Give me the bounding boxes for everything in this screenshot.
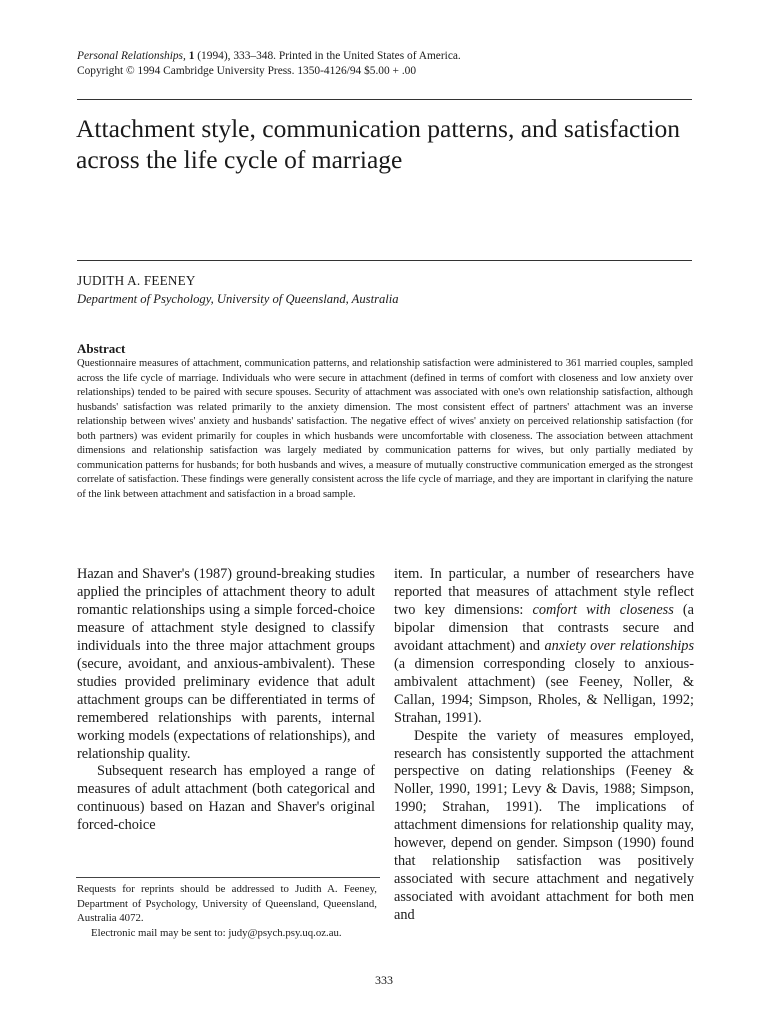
footnote-reprints: Requests for reprints should be addressed to Judith A. Feeney, Department of Psychology, University of Queensland, Queensland, Australia 4072. xyxy=(77,883,377,925)
copyright-line: Copyright © 1994 Cambridge University Press. 1350-4126/94 $5.00 + .00 xyxy=(77,65,417,77)
journal-name: Personal Relationships, xyxy=(77,50,186,62)
page-number: 333 xyxy=(375,973,393,987)
emphasis-term: anxiety over relationships xyxy=(544,637,695,654)
body-paragraph: Hazan and Shaver's (1987) ground-breaking studies applied the principles of attachment theory to adult romantic relationships using a simple forced-choice measure of attachment style designed to classify individuals into the three major attachment groups (secure, avoidant, and anxious-ambivalent). These studies provided preliminary evidence that adult attachment groups can be differentiated in terms of remembered relationships with parents, internal working models (expectations of relationships), and relationship quality. xyxy=(77,566,375,762)
body-column-right xyxy=(394,566,694,925)
body-column-left xyxy=(77,566,375,835)
author-affiliation: Department of Psychology, University of Queensland, Australia xyxy=(77,292,399,306)
footnote-divider xyxy=(76,877,380,878)
body-paragraph: Subsequent research has employed a range of measures of adult attachment (both categorical and continuous) based on Hazan and Shaver's original forced-choice xyxy=(77,763,375,834)
citation-details: (1994), 333–348. Printed in the United States of America. xyxy=(194,50,461,62)
body-text: (a bipolar dimension that contrasts secure and avoidant attachment) and xyxy=(394,601,695,654)
body-text: (a dimension corresponding closely to anxious-ambivalent attachment) (see Feeney, Noller, & Callan, 1994; Simpson, Rholes, & Nelligan, 1992; Strahan, 1991). xyxy=(394,655,694,726)
article-title: Attachment style, communication patterns, and satisfaction across the life cycle of marriage xyxy=(76,114,681,174)
journal-volume: 1 xyxy=(188,50,195,62)
title-divider xyxy=(77,260,692,261)
footnote xyxy=(77,882,377,940)
emphasis-term: comfort with closeness xyxy=(532,601,674,618)
header-divider xyxy=(77,99,692,100)
abstract-text: Questionnaire measures of attachment, communication patterns, and relationship satisfaction were administered to 361 married couples, sampled across the life cycle of marriage. Individuals who were secure in attachment (defined in terms of comfort with closeness and low anxiety over relationships) tended to be paired with secure spouses. Security of attachment was associated with one's own relationship satisfaction, although husbands' satisfaction was related primarily to the anxiety dimension. The most consistent effect of partners' attachment was an inverse relationship between wives' anxiety and husbands' satisfaction. The negative effect of wives' anxiety on perceived relationship satisfaction (for both partners) was evident primarily for couples in which husbands were uncomfortable with closeness. The association between attachment dimensions and relationship satisfaction was largely mediated by communication patterns for wives, but only partially mediated by communication patterns for husbands; for both husbands and wives, a measure of mutually constructive communication emerged as the strongest correlate of satisfaction. These findings were generally consistent across the life cycle of marriage, and they are important in clarifying the nature of the link between attachment and satisfaction in a broad sample. xyxy=(77,358,693,500)
body-paragraph: Despite the variety of measures employed, research has consistently supported the attachment perspective on dating relationships (Feeney & Noller, 1990, 1991; Levy & Davis, 1988; Simpson, 1990; Strahan, 1991). The implications of attachment dimensions for relationship quality may, however, depend on gender. Simpson (1990) found that relationship satisfaction was positively associated with secure attachment and negatively associated with avoidant attachment for both men and xyxy=(394,727,694,924)
citation-line xyxy=(77,49,697,64)
body-text: item. In particular, a number of researchers have reported that measures of attachment style reflect two key dimensions: xyxy=(394,566,694,618)
body-paragraph xyxy=(394,566,694,728)
journal-citation xyxy=(77,49,697,79)
abstract-heading: Abstract xyxy=(77,341,126,356)
footnote-email: Electronic mail may be sent to: judy@psych.psy.uq.oz.au. xyxy=(91,926,342,939)
author-name: JUDITH A. FEENEY xyxy=(77,273,196,288)
